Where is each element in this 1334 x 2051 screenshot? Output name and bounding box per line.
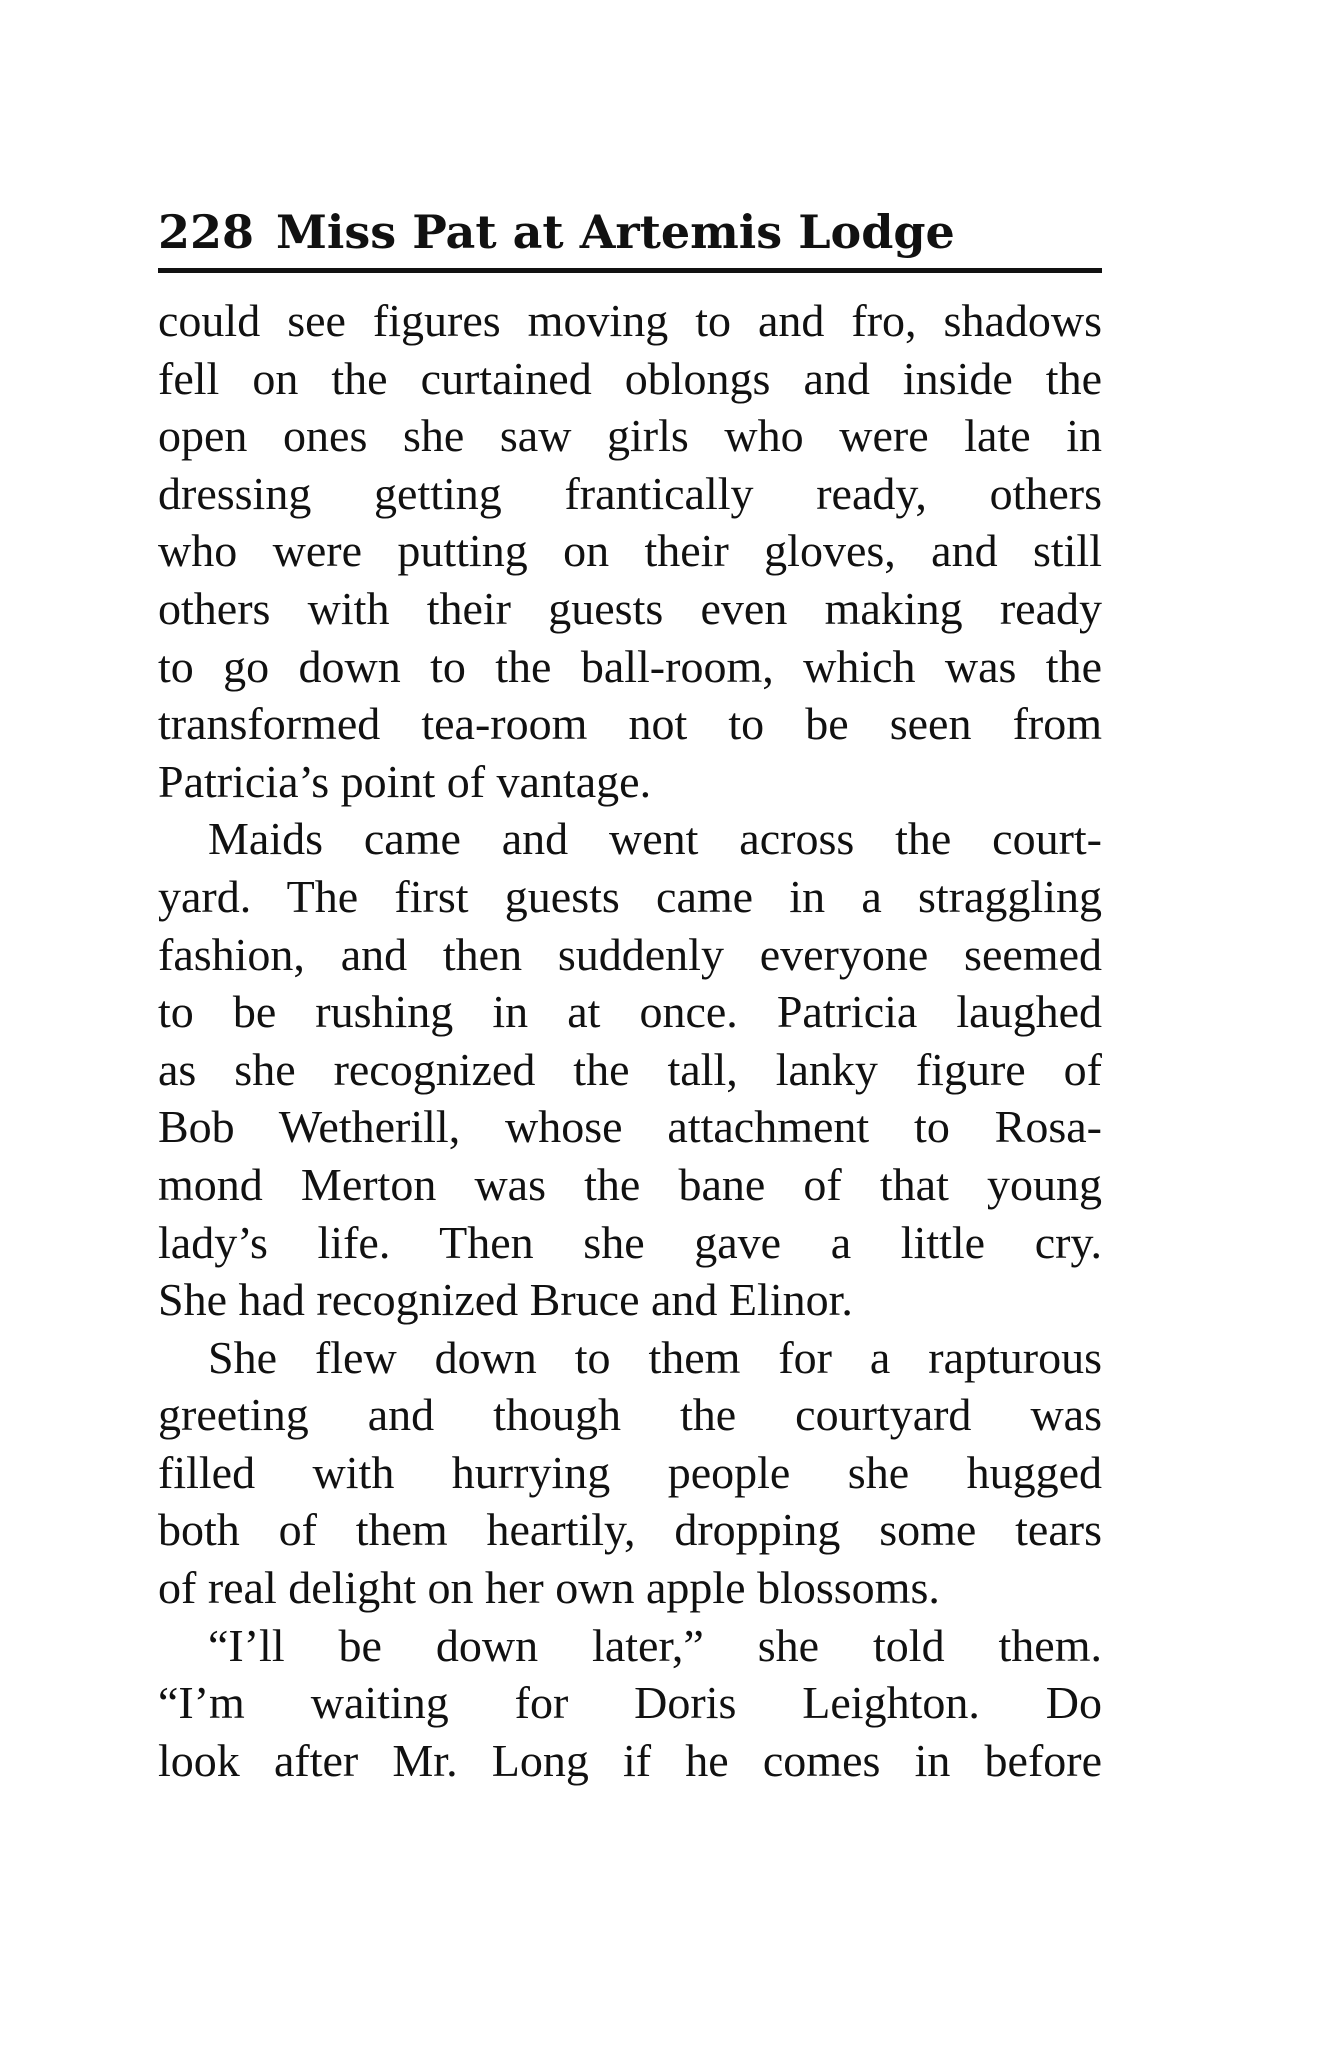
text-line: open ones she saw girls who were late in [158,410,1102,462]
text-line: mond Merton was the bane of that young [158,1158,1102,1210]
text-line: Bob Wetherill, whose attachment to Rosa- [158,1101,1102,1153]
text-line: She had recognized Bruce and Elinor. [158,1274,853,1326]
text-line: of real delight on her own apple blossoms. [158,1562,940,1614]
header-rule [158,268,1102,273]
text-line: both of them heartily, dropping some tears [158,1504,1102,1556]
text-line: yard. The first guests came in a straggling [158,870,1102,922]
text-line: to be rushing in at once. Patricia laughed [158,986,1102,1038]
text-line: “I’ll be down later,” she told them. [208,1619,1102,1671]
text-line: filled with hurrying people she hugged [158,1446,1102,1498]
text-line: greeting and though the courtyard was [158,1389,1102,1441]
text-line: who were putting on their gloves, and still [158,525,1102,577]
text-line: could see figures moving to and fro, shadows [158,295,1102,346]
text-line: fell on the curtained oblongs and inside the [158,352,1102,404]
text-line: dressing getting frantically ready, others [158,467,1102,519]
text-line: others with their guests even making ready [158,582,1102,634]
text-line: lady’s life. Then she gave a little cry. [158,1216,1102,1268]
running-header [158,200,1102,264]
text-line: “I’m waiting for Doris Leighton. Do [158,1677,1102,1729]
text-line: look after Mr. Long if he comes in before [158,1734,1102,1786]
text-line: Patricia’s point of vantage. [158,755,652,807]
text-line: Maids came and went across the court- [208,813,1102,865]
text-line: She flew down to them for a rapturous [208,1331,1102,1383]
paragraph [158,1329,1102,1617]
running-title: Miss Pat at Artemis Lodge [276,205,955,259]
text-line: transformed tea-room not to be seen from [158,698,1102,750]
text-line: fashion, and then suddenly everyone seemed [158,928,1102,980]
page-number: 228 [158,205,255,259]
text-line: as she recognized the tall, lanky figure of [158,1043,1102,1095]
body-text [158,292,1102,1789]
paragraph [158,810,1102,1328]
text-line: to go down to the ball-room, which was the [158,640,1102,692]
paragraph [158,1617,1102,1790]
paragraph [158,292,1102,810]
